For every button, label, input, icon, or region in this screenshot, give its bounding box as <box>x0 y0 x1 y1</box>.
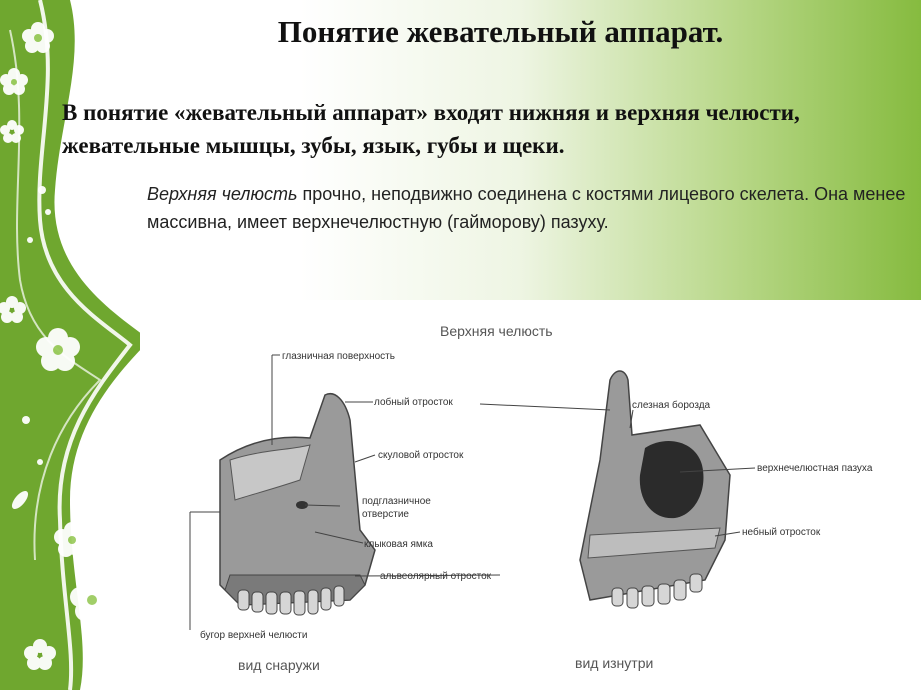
label-frontal-process: лобный отросток <box>374 397 453 408</box>
label-alveolar-process: альвеолярный отросток <box>380 571 492 582</box>
label-zygomatic-process: скуловой отросток <box>378 450 464 461</box>
caption-outer-view: вид снаружи <box>238 657 320 673</box>
label-orbital-surface: глазничная поверхность <box>282 351 395 362</box>
tooth <box>308 590 318 614</box>
description-paragraph <box>147 180 921 236</box>
tooth <box>674 580 686 600</box>
tooth <box>266 592 277 614</box>
maxilla-outer-view <box>220 394 375 615</box>
dot <box>45 209 51 215</box>
maxilla-outer-shape <box>220 394 375 605</box>
tooth <box>294 591 305 615</box>
intro-paragraph: В понятие «жевательный аппарат» входят нижняя и верхняя челюсти, жевательные мышцы, зубы, язык, губы и щеки. <box>62 100 800 158</box>
tooth <box>280 592 291 614</box>
label-lacrimal-groove: слезная борозда <box>632 400 711 411</box>
dot <box>22 416 30 424</box>
leaf-icon <box>87 419 112 441</box>
tooth <box>321 588 331 610</box>
dot <box>38 186 46 194</box>
flower-icon <box>70 578 114 621</box>
tooth <box>612 588 623 606</box>
label-palatine-process: небный отросток <box>742 527 821 538</box>
dot <box>27 237 33 243</box>
tooth <box>658 584 670 604</box>
label-canine-fossa: клыковая ямка <box>364 539 433 550</box>
tooth <box>690 574 702 592</box>
description-text: прочно, неподвижно соединена с костями лицевого скелета. Она менее массивна, имеет верхнечелюстную (гайморову) пазуху. <box>147 184 906 232</box>
tooth <box>627 588 638 608</box>
tooth <box>252 592 263 612</box>
label-maxillary-tuber: бугор верхней челюсти <box>200 630 308 641</box>
description-term: Верхняя челюсть <box>147 184 298 204</box>
figure-title: Верхняя челюсть <box>440 323 553 339</box>
leaf-icon <box>82 260 108 281</box>
tooth <box>238 590 249 610</box>
tooth <box>642 586 654 606</box>
slide-title: Понятие жевательный аппарат. <box>277 14 724 49</box>
label-maxillary-sinus: верхнечелюстная пазуха <box>757 463 873 474</box>
caption-inner-view: вид изнутри <box>575 655 654 671</box>
tooth <box>334 586 344 606</box>
dot <box>37 459 43 465</box>
label-foramen: отверстие <box>362 509 409 520</box>
maxilla-figure <box>140 300 921 690</box>
label-infraorbital: подглазничное <box>362 496 431 507</box>
